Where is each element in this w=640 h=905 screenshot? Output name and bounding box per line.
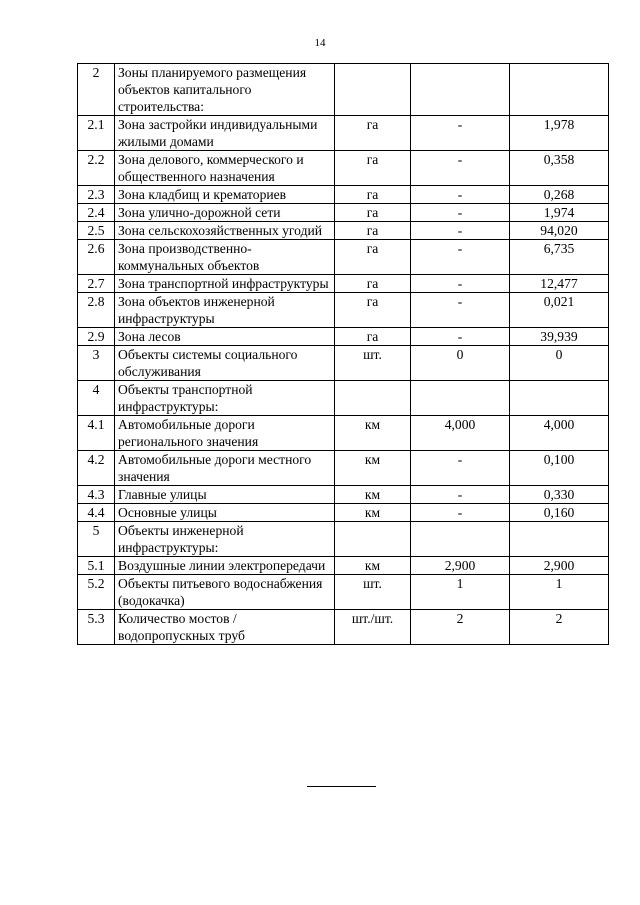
table-row: [78, 557, 609, 575]
row-name: Зона производственно-коммунальных объектов: [115, 240, 335, 275]
row-number: 2.7: [78, 275, 115, 293]
row-number: 2.9: [78, 328, 115, 346]
row-value-planned: 0,358: [510, 151, 609, 186]
row-number: 4: [78, 381, 115, 416]
row-value-existing: -: [411, 275, 510, 293]
row-unit: га: [335, 275, 411, 293]
row-unit: га: [335, 151, 411, 186]
row-unit: км: [335, 451, 411, 486]
row-value-planned: 39,939: [510, 328, 609, 346]
row-value-planned: [510, 381, 609, 416]
row-unit: га: [335, 222, 411, 240]
row-name: Объекты питьевого водоснабжения (водокачка): [115, 575, 335, 610]
row-value-existing: 0: [411, 346, 510, 381]
row-value-existing: -: [411, 486, 510, 504]
row-name: Зона транспортной инфраструктуры: [115, 275, 335, 293]
table-row: [78, 186, 609, 204]
row-value-planned: 2,900: [510, 557, 609, 575]
row-number: 2.3: [78, 186, 115, 204]
row-name: Объекты транспортной инфраструктуры:: [115, 381, 335, 416]
row-value-existing: -: [411, 504, 510, 522]
row-value-planned: 0: [510, 346, 609, 381]
table-row: [78, 293, 609, 328]
row-number: 2.8: [78, 293, 115, 328]
row-number: 2.4: [78, 204, 115, 222]
row-name: Количество мостов / водопропускных труб: [115, 610, 335, 645]
row-value-planned: [510, 522, 609, 557]
row-name: Воздушные линии электропередачи: [115, 557, 335, 575]
table-row: [78, 328, 609, 346]
row-name: Зоны планируемого размещения объектов капитального строительства:: [115, 64, 335, 116]
row-value-planned: [510, 64, 609, 116]
table-row: [78, 64, 609, 116]
row-name: Объекты системы социального обслуживания: [115, 346, 335, 381]
row-name: Зона улично-дорожной сети: [115, 204, 335, 222]
row-number: 5.1: [78, 557, 115, 575]
row-number: 5.3: [78, 610, 115, 645]
row-number: 4.1: [78, 416, 115, 451]
row-value-existing: -: [411, 151, 510, 186]
row-number: 2.6: [78, 240, 115, 275]
row-name: Зона лесов: [115, 328, 335, 346]
row-unit: км: [335, 486, 411, 504]
table-row: [78, 240, 609, 275]
row-value-existing: 4,000: [411, 416, 510, 451]
row-value-planned: 6,735: [510, 240, 609, 275]
row-number: 5.2: [78, 575, 115, 610]
row-unit: га: [335, 328, 411, 346]
row-value-existing: 1: [411, 575, 510, 610]
row-number: 2.2: [78, 151, 115, 186]
row-unit: шт.: [335, 575, 411, 610]
table-row: [78, 222, 609, 240]
row-value-planned: 0,100: [510, 451, 609, 486]
row-unit: га: [335, 240, 411, 275]
row-value-existing: [411, 381, 510, 416]
row-name: Зона делового, коммерческого и общественного назначения: [115, 151, 335, 186]
table-row: [78, 151, 609, 186]
row-unit: га: [335, 116, 411, 151]
row-name: Автомобильные дороги местного значения: [115, 451, 335, 486]
row-value-planned: 4,000: [510, 416, 609, 451]
row-number: 2: [78, 64, 115, 116]
row-unit: [335, 522, 411, 557]
row-value-planned: 94,020: [510, 222, 609, 240]
row-unit: км: [335, 504, 411, 522]
indicators-table: [77, 63, 609, 645]
row-value-planned: 1,978: [510, 116, 609, 151]
row-value-existing: -: [411, 240, 510, 275]
table-row: [78, 346, 609, 381]
row-value-planned: 1,974: [510, 204, 609, 222]
row-name: Зона застройки индивидуальными жилыми домами: [115, 116, 335, 151]
row-value-planned: 1: [510, 575, 609, 610]
row-name: Зона кладбищ и крематориев: [115, 186, 335, 204]
row-number: 4.2: [78, 451, 115, 486]
row-value-existing: -: [411, 186, 510, 204]
table-row: [78, 204, 609, 222]
row-value-existing: [411, 522, 510, 557]
table-row: [78, 451, 609, 486]
row-value-planned: 0,268: [510, 186, 609, 204]
row-value-existing: -: [411, 328, 510, 346]
row-unit: [335, 381, 411, 416]
row-name: Зона сельскохозяйственных угодий: [115, 222, 335, 240]
table-row: [78, 381, 609, 416]
row-number: 4.4: [78, 504, 115, 522]
row-name: Главные улицы: [115, 486, 335, 504]
row-number: 5: [78, 522, 115, 557]
table-body: [78, 64, 609, 645]
row-value-existing: -: [411, 204, 510, 222]
row-value-existing: -: [411, 222, 510, 240]
row-unit: га: [335, 204, 411, 222]
row-name: Объекты инженерной инфраструктуры:: [115, 522, 335, 557]
row-unit: га: [335, 186, 411, 204]
table-row: [78, 116, 609, 151]
row-value-existing: -: [411, 116, 510, 151]
row-unit: шт./шт.: [335, 610, 411, 645]
table-row: [78, 416, 609, 451]
row-value-planned: 0,330: [510, 486, 609, 504]
page-number: 14: [314, 37, 326, 49]
row-value-planned: 12,477: [510, 275, 609, 293]
row-number: 3: [78, 346, 115, 381]
table-row: [78, 522, 609, 557]
row-value-existing: -: [411, 293, 510, 328]
end-of-document-rule: [307, 786, 376, 787]
row-name: Автомобильные дороги регионального значения: [115, 416, 335, 451]
row-unit: км: [335, 557, 411, 575]
row-value-existing: -: [411, 451, 510, 486]
table-row: [78, 275, 609, 293]
row-unit: га: [335, 293, 411, 328]
row-unit: шт.: [335, 346, 411, 381]
row-value-planned: 0,021: [510, 293, 609, 328]
row-value-planned: 0,160: [510, 504, 609, 522]
row-number: 2.1: [78, 116, 115, 151]
row-value-planned: 2: [510, 610, 609, 645]
row-unit: [335, 64, 411, 116]
row-name: Зона объектов инженерной инфраструктуры: [115, 293, 335, 328]
table-row: [78, 486, 609, 504]
row-number: 4.3: [78, 486, 115, 504]
row-name: Основные улицы: [115, 504, 335, 522]
row-number: 2.5: [78, 222, 115, 240]
row-unit: км: [335, 416, 411, 451]
row-value-existing: 2: [411, 610, 510, 645]
table-row: [78, 610, 609, 645]
table-row: [78, 504, 609, 522]
row-value-existing: 2,900: [411, 557, 510, 575]
table-row: [78, 575, 609, 610]
row-value-existing: [411, 64, 510, 116]
